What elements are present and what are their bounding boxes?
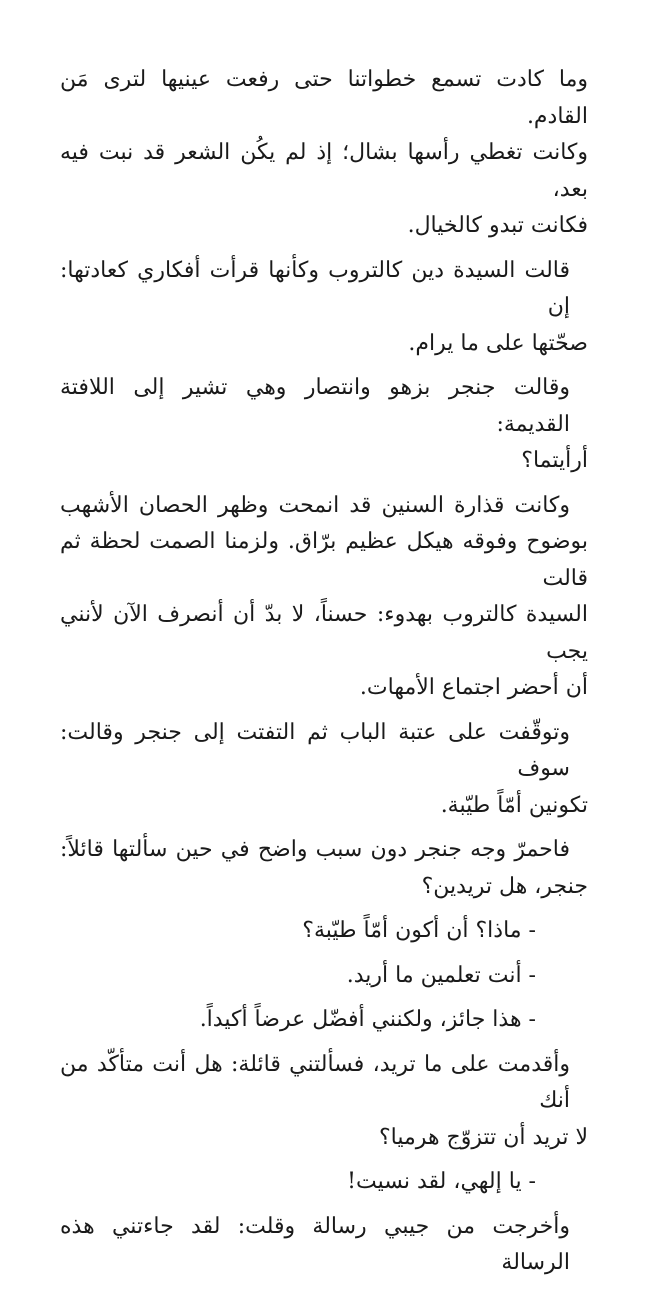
dialogue-line: - ماذا؟ أن أكون أمّاً طيّبة؟ [302,918,536,943]
text-line: قالت السيدة دين كالتروب وكأنها قرأت أفكاري كعادتها: إن [60,257,571,319]
text-line: وكانت تغطي رأسها بشال؛ إذ لم يكُن الشعر قد نبت فيه بعد، [60,140,588,202]
paragraph [60,1209,588,1282]
text-line: وتوقّفت على عتبة الباب ثم التفتت إلى جنجر وقالت: سوف [60,719,570,781]
dialogue-line: - أنت تعلمين ما أريد. [346,962,536,988]
text-line: لا تريد أن تتزوّج هرميا؟ [379,1124,588,1150]
paragraph [60,715,588,825]
paragraph [60,488,588,707]
text-line: فكانت تبدو كالخيال. [407,213,588,238]
paragraph [60,370,588,480]
text-line: تكونين أمّاً طيّبة. [440,792,588,818]
text-line: أن أحضر اجتماع الأمهات. [359,675,588,700]
text-line: أرأيتما؟ [521,448,588,473]
paragraph [60,62,588,245]
text-line: وأخرجت من جيبي رسالة وقلت: لقد جاءتني هذه الرسالة [60,1213,570,1275]
paragraph [60,1047,588,1157]
dialogue-line: - هذا جائز، ولكنني أفضّل عرضاً أكيداً. [199,1007,536,1032]
paragraph [60,832,588,905]
text-line: جنجر، هل تريدين؟ [421,873,588,899]
text-line: صحّتها على ما يرام. [408,330,588,356]
text-line: فاحمرّ وجه جنجر دون سبب واضح في حين سألتها قائلاً: [60,837,570,862]
dialogue-line: - يا إلهي، لقد نسيت! [347,1169,536,1194]
text-line: وما كادت تسمع خطواتنا حتى رفعت عينيها لترى مَن القادم. [60,67,588,129]
text-line: وأقدمت على ما تريد، فسألتني قائلة: هل أنت متأكّد من أنك [60,1051,570,1113]
text-line: وقالت جنجر بزهو وانتصار وهي تشير إلى اللافتة القديمة: [60,375,570,437]
text-line: بوضوح وفوقه هيكل عظيم برّاق. ولزمنا الصمت لحظة ثم قالت [60,529,588,591]
text-line: وكانت قذارة السنين قد انمحت وظهر الحصان الأشهب [60,492,570,518]
paragraph [60,253,588,363]
text-line: السيدة كالتروب بهدوء: حسناً، لا بدّ أن أنصرف الآن لأنني يجب [60,602,588,664]
book-page [60,62,588,1290]
